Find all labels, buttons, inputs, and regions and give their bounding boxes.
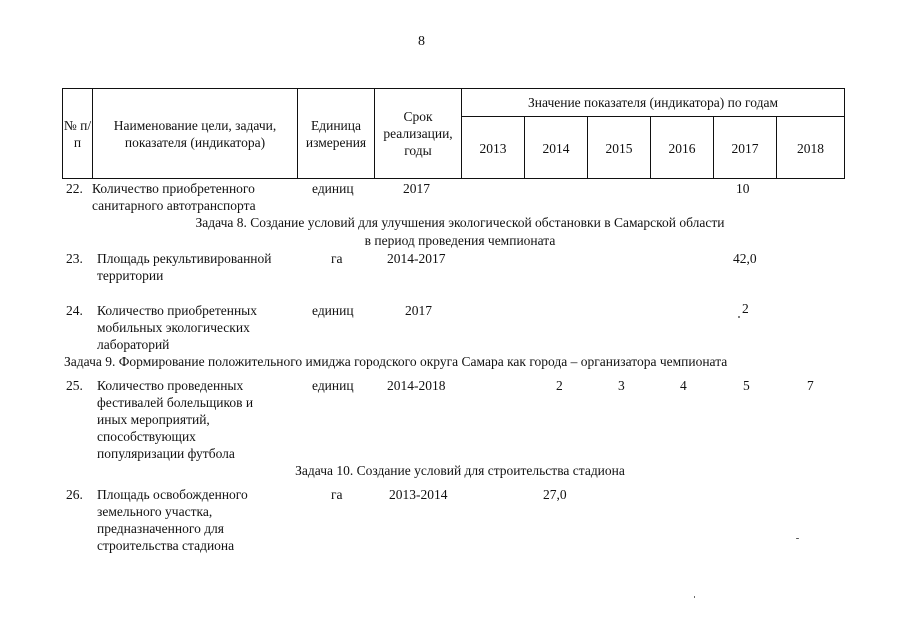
header-year: 2017 [731, 141, 759, 156]
row-term: 2017 [403, 181, 430, 196]
row-term: 2013-2014 [389, 487, 448, 502]
scan-speck [694, 596, 695, 598]
row-unit: га [331, 251, 343, 266]
row-unit: единиц [312, 303, 354, 318]
row-value-2015: 3 [618, 378, 625, 393]
row-value-2017: 2 [742, 301, 749, 316]
header-unit: Единица измерения [305, 118, 367, 150]
header-year: 2015 [605, 141, 633, 156]
task-9-title: Задача 9. Формирование положительного имиджа городского округа Самара как города – организатора чемпионата [64, 354, 728, 369]
task-10-title: Задача 10. Создание условий для строительства стадиона [295, 463, 625, 478]
header-year: 2014 [542, 141, 570, 156]
header-year: 2018 [797, 141, 824, 156]
row-num: 23. [66, 251, 83, 266]
header-values-title: Значение показателя (индикатора) по годам [528, 95, 778, 110]
row-unit: единиц [312, 181, 354, 196]
row-value-2016: 4 [680, 378, 687, 393]
row-name: Количество приобретенного санитарного автотранспорта [92, 181, 256, 213]
row-value-2017: 42,0 [733, 251, 757, 266]
scan-speck [738, 316, 740, 318]
row-num: 25. [66, 378, 83, 393]
scan-speck [796, 538, 799, 539]
row-value-2017: 10 [736, 181, 750, 196]
row-unit: единиц [312, 378, 354, 393]
row-name: Количество проведенных фестивалей болельщиков и иных мероприятий, способствующих популяризации футбола [97, 378, 254, 461]
header-term: Срок реализации, годы [383, 109, 453, 158]
row-value-2017: 5 [743, 378, 750, 393]
row-term: 2017 [405, 303, 432, 318]
row-num: 22. [66, 181, 83, 196]
row-value-2014: 2 [556, 378, 563, 393]
header-year: 2013 [479, 141, 507, 156]
task-8-title-cont: в период проведения чемпионата [364, 233, 556, 248]
row-name: Площадь освобожденного земельного участка, предназначенного для строительства стадиона [97, 487, 248, 553]
row-unit: га [331, 487, 343, 502]
row-term: 2014-2017 [387, 251, 446, 266]
header-year: 2016 [668, 141, 696, 156]
row-value-2014: 27,0 [543, 487, 567, 502]
row-value-2018: 7 [807, 378, 814, 393]
row-name: Количество приобретенных мобильных экологических лабораторий [97, 303, 258, 352]
row-name: Площадь рекультивированной территории [97, 251, 272, 283]
row-num: 26. [66, 487, 83, 502]
header-name: Наименование цели, задачи, показателя (индикатора) [113, 118, 277, 150]
header-num: № п/п [63, 118, 92, 150]
page-number: 8 [418, 34, 425, 49]
task-8-title: Задача 8. Создание условий для улучшения экологической обстановки в Самарской области [195, 215, 725, 230]
row-num: 24. [66, 303, 83, 318]
row-term: 2014-2018 [387, 378, 446, 393]
